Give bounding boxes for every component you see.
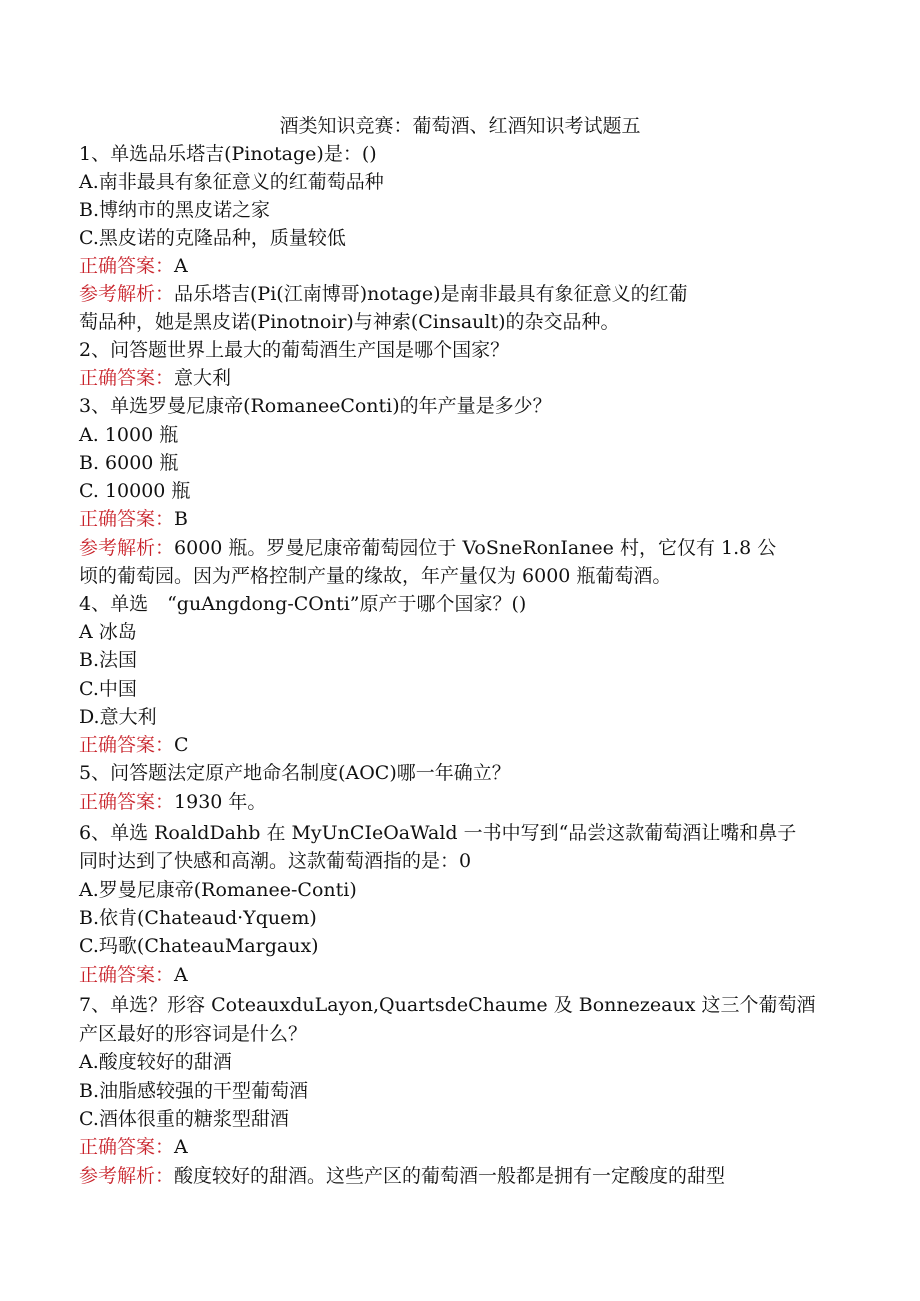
- answer-label: 正确答案：: [79, 367, 175, 389]
- answer-value: C: [174, 734, 189, 756]
- question-stem: 4、单选 “guAngdong-COnti”原产于哪个国家？(): [79, 593, 527, 615]
- explanation-label: 参考解析：: [79, 1165, 175, 1187]
- option: B.依肯(Chateaud·Yquem): [79, 907, 317, 929]
- explanation-label: 参考解析：: [79, 537, 175, 559]
- explanation-text: 顷的葡萄园。因为严格控制产量的缘故，年产量仅为 6000 瓶葡萄酒。: [79, 565, 672, 587]
- explanation-line: [79, 534, 776, 562]
- answer-line: [79, 252, 188, 280]
- answer-value: B: [174, 508, 188, 530]
- answer-label: 正确答案：: [79, 508, 175, 530]
- option: B.油脂感较强的干型葡萄酒: [79, 1080, 309, 1102]
- option: C.酒体很重的糖浆型甜酒: [79, 1108, 289, 1130]
- answer-label: 正确答案：: [79, 964, 175, 986]
- option: A 冰岛: [79, 621, 137, 643]
- answer-line: [79, 731, 189, 759]
- answer-value: A: [174, 255, 188, 277]
- explanation-label: 参考解析：: [79, 283, 175, 305]
- document-title: 酒类知识竞赛：葡萄酒、红酒知识考试题五: [279, 115, 641, 137]
- answer-line: [79, 505, 188, 533]
- question-stem-continued: 产区最好的形容词是什么？: [79, 1023, 308, 1045]
- option: B. 6000 瓶: [79, 452, 179, 474]
- question-stem: 7、单选？形容 CoteauxduLayon,QuartsdeChaume 及 Bonnezeaux 这三个葡萄酒: [79, 994, 816, 1016]
- option: B.法国: [79, 649, 138, 671]
- option: B.博纳市的黑皮诺之家: [79, 199, 271, 221]
- explanation-text: 6000 瓶。罗曼尼康帝葡萄园位于 VoSneRonIanee 村，它仅有 1.8 公: [174, 537, 777, 559]
- question-stem: 5、问答题法定原产地命名制度(AOC)哪一年确立？: [79, 762, 511, 784]
- answer-label: 正确答案：: [79, 791, 175, 813]
- question-stem: 2、问答题世界上最大的葡萄酒生产国是哪个国家？: [79, 339, 510, 361]
- answer-value: 意大利: [174, 367, 232, 389]
- answer-value: A: [174, 1136, 188, 1158]
- question-stem-continued: 同时达到了快感和高潮。这款葡萄酒指的是：0: [79, 850, 472, 872]
- explanation-text: 酸度较好的甜酒。这些产区的葡萄酒一般都是拥有一定酸度的甜型: [174, 1165, 726, 1187]
- answer-value: A: [174, 964, 188, 986]
- explanation-text: 品乐塔吉(Pi(江南博哥)notage)是南非最具有象征意义的红葡: [174, 283, 688, 305]
- explanation-line: [79, 1162, 725, 1190]
- option: C. 10000 瓶: [79, 480, 191, 502]
- explanation-line: [79, 280, 688, 308]
- answer-line: [79, 961, 188, 989]
- answer-line: [79, 1133, 188, 1161]
- option: A.罗曼尼康帝(Romanee-Conti): [79, 879, 357, 901]
- option: D.意大利: [79, 706, 157, 728]
- option: A. 1000 瓶: [79, 424, 179, 446]
- answer-label: 正确答案：: [79, 255, 175, 277]
- answer-label: 正确答案：: [79, 734, 175, 756]
- option: C.黑皮诺的克隆品种，质量较低: [79, 227, 346, 249]
- answer-label: 正确答案：: [79, 1136, 175, 1158]
- question-stem: 1、单选品乐塔吉(Pinotage)是：(): [79, 143, 377, 165]
- explanation-text: 萄品种，她是黑皮诺(Pinotnoir)与神索(Cinsault)的杂交品种。: [79, 311, 620, 333]
- option: C.玛歌(ChateauMargaux): [79, 935, 319, 957]
- option: C.中国: [79, 678, 137, 700]
- question-stem: 6、单选 RoaldDahb 在 MyUnCIeOaWald 一书中写到“品尝这款葡萄酒让嘴和鼻子: [79, 822, 797, 844]
- answer-line: [79, 788, 266, 816]
- question-stem: 3、单选罗曼尼康帝(RomaneeConti)的年产量是多少？: [79, 395, 552, 417]
- option: A.南非最具有象征意义的红葡萄品种: [79, 171, 384, 193]
- answer-line: [79, 364, 231, 392]
- option: A.酸度较好的甜酒: [79, 1051, 232, 1073]
- answer-value: 1930 年。: [174, 791, 267, 813]
